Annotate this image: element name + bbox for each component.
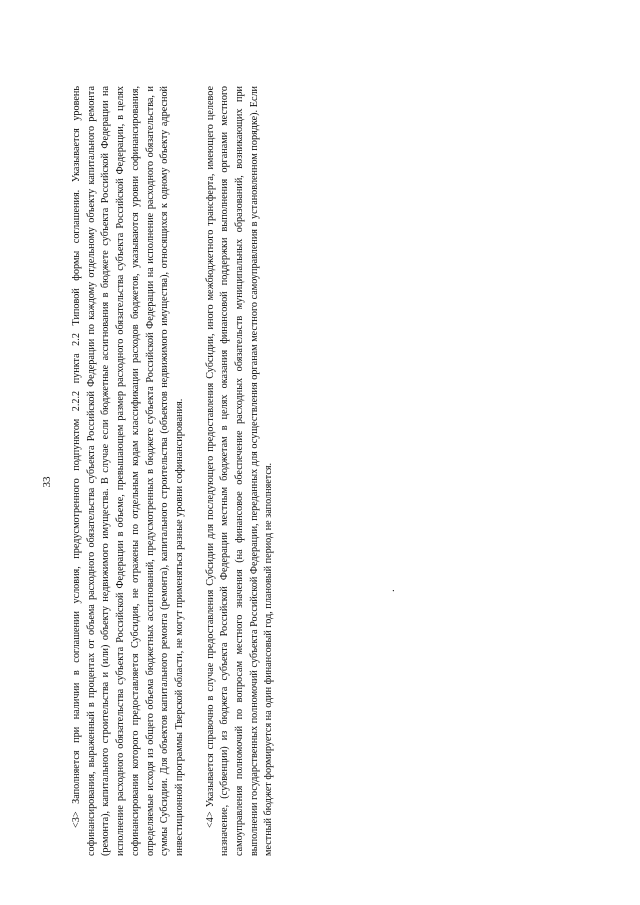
footnote-4: <4> Указывается справочно в случае предоставления Субсидии для последующего предоставления Субсидии, иного межбюджетного трансферта, имеющего целевое назначение, (субвенции) из бюджета субъекта Российской Федерации местным бюджетам в целях оказания финансовой поддержки выполнения органами местного самоуправления полномочий по вопросам местного значения (на финансовое обеспечение расходных обязательств муниципальных образований, возникающих при выполнении государственных полномочий субъекта Российской Федерации, переданных для осуществления органам местного самоуправления в установленном порядке). Если местный бюджет формируется на один финансовый год, плановый период не заполняется. [204,86,275,856]
rotated-content [40,72,400,892]
footnotes-block [70,86,277,856]
page-number: 33 [41,476,53,488]
footnote-3: <3> Заполняется при наличии в соглашении условия, предусмотренного подпунктом 2.2.2 пункта 2.2 Типовой формы соглашения. Указывается уровень софинансирования, выраженный в процентах от объема расходного обязательства субъекта Российской Федерации по каждому отдельному объекту капитального ремонта (ремонта), капитального строительства и (или) объекту недвижимого имущества. В случае если бюджетные ассигнования в бюджете субъекта Российской Федерации на исполнение расходного обязательства субъекта Российской Федерации в объеме, превышающем размер расходного обязательства субъекта Российской Федерации, в целях софинансирования которого предоставляется Субсидия, не отражены по отдельным кодам классификации расходов бюджетов, указываются уровни софинансирования, определяемые исходя из общего объема бюджетных ассигнований, предусмотренных в бюджете субъекта Российской Федерации на исполнение расходного обязательства, и суммы Субсидии. Для объектов капитального ремонта (ремонта), капитального строительства (объектов недвижимого имущества), относящихся к одному объекту адресной инвестиционной программы Тверской области, не могут применяться разные уровни софинансирования. [71,86,185,856]
trailing-dot: . [385,589,397,592]
